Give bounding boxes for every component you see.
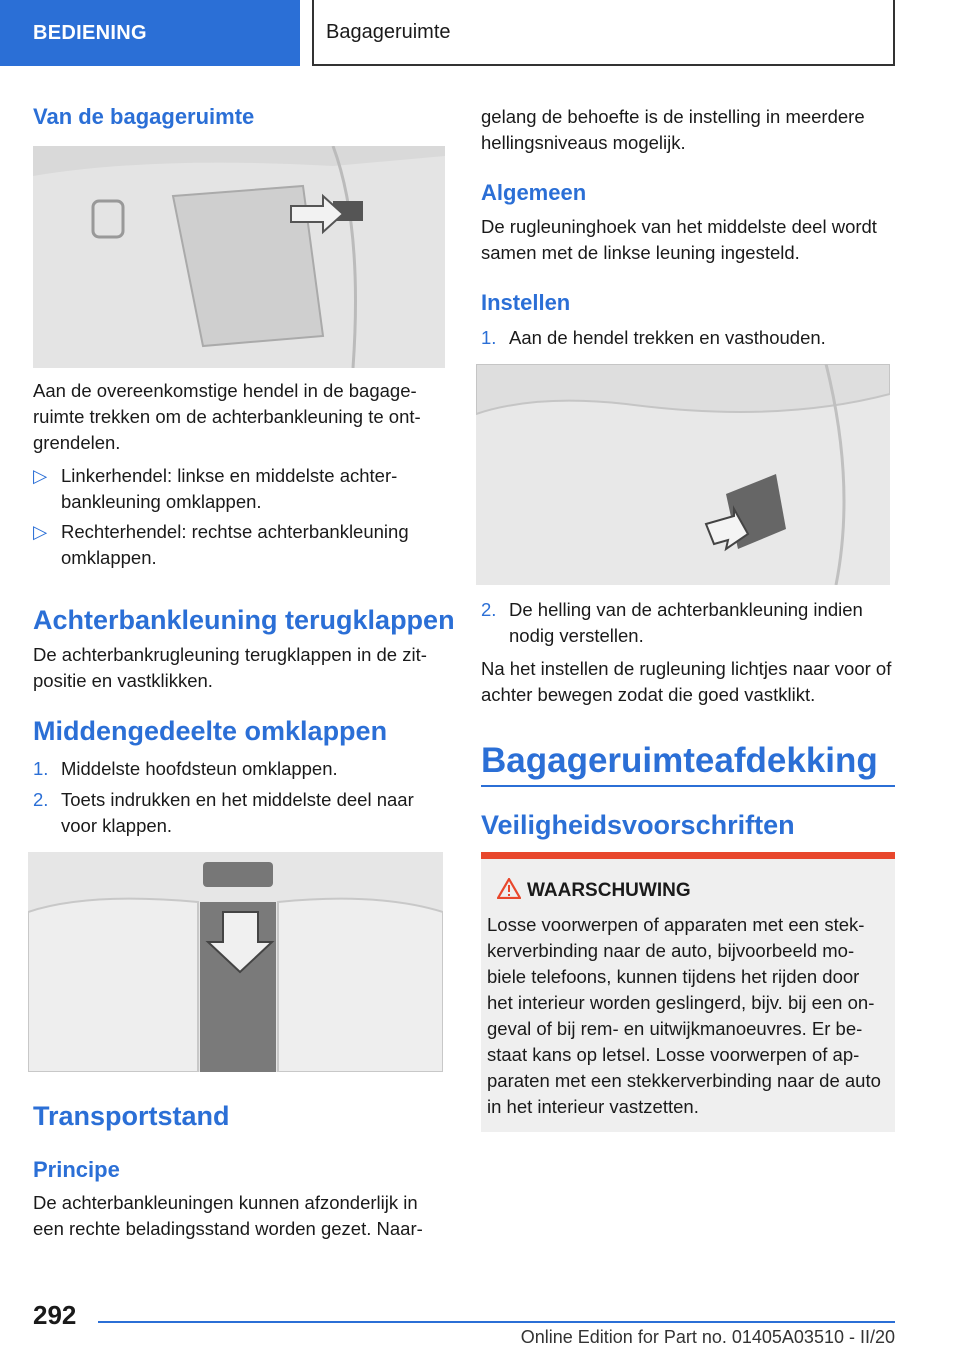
warning-box: [481, 852, 895, 1132]
warning-text: Losse voorwerpen of apparaten met een stek-kerverbinding naar de auto, bijvoorbeeld mo-biele telefoons, kunnen tijdens het rijden door het interieur worden geslingerd, bijv. bij een on-geval of bij rem- en uitwijkmanoeuvres. Er be-staat kans op letsel. Losse voorwerpen of ap-paraten met een stekkerverbinding naar de auto in het interieur vastzetten.: [487, 914, 881, 1117]
triangle-bullet-icon: ▷: [33, 465, 48, 486]
heading-algemeen: Algemeen: [481, 180, 587, 205]
section-tab: [0, 0, 300, 66]
footer-edition: Online Edition for Part no. 01405A03510 - II/20: [520, 1327, 895, 1347]
image-trunk-lever: [33, 146, 445, 368]
list-item: ▷ Linkerhendel: linkse en middelste achter-bankleuning omklappen.: [33, 465, 398, 512]
heading-middengedeelte-omklappen: Middengedeelte omklappen: [33, 716, 388, 746]
heading-bagageruimteafdekking: Bagageruimteafdekking: [481, 741, 878, 780]
list-item: 1. Middelste hoofdsteun omklappen.: [33, 758, 338, 779]
warning-title: WAARSCHUWING: [527, 880, 691, 901]
paragraph-principe: De achterbankleuningen kunnen afzonderlijk in een rechte beladingsstand worden gezet. Naar-: [33, 1192, 423, 1239]
heading-veiligheidsvoorschriften: Veiligheidsvoorschriften: [481, 810, 795, 840]
paragraph-algemeen: De rugleuninghoek van het middelste deel wordt samen met de linkse leuning ingesteld.: [481, 216, 877, 263]
paragraph-terugklappen: De achterbankrugleuning terugklappen in de zit-positie en vastklikken.: [33, 644, 427, 691]
heading-achterbankleuning-terugklappen: Achterbankleuning terugklappen: [33, 605, 455, 635]
heading-underline: [481, 785, 895, 787]
heading-principe: Principe: [33, 1157, 120, 1182]
chapter-header: [312, 0, 895, 66]
trunk-lever-illustration: [33, 146, 445, 368]
backrest-lever-illustration: [476, 364, 890, 585]
list-item: ▷ Rechterhendel: rechtse achterbankleuning omklappen.: [33, 521, 409, 568]
chapter-title: Bagageruimte: [326, 20, 451, 43]
image-backrest-lever: [476, 364, 890, 585]
seat-fold-illustration: [28, 852, 443, 1072]
warning-bar: [481, 852, 895, 859]
heading-instellen: Instellen: [481, 290, 571, 315]
warning-triangle-icon: [497, 878, 521, 899]
section-title: BEDIENING: [33, 21, 147, 44]
list-item: 1. Aan de hendel trekken en vasthouden.: [481, 327, 826, 348]
heading-van-de-bagageruimte: Van de bagageruimte: [33, 104, 255, 129]
paragraph-hendel: Aan de overeenkomstige hendel in de bagage-ruimte trekken om de achterbankleuning te ont-grendelen.: [33, 380, 421, 453]
list-item: 2. Toets indrukken en het middelste deel naar voor klappen.: [33, 789, 414, 836]
paragraph-continuation: gelang de behoefte is de instelling in meerdere hellingsniveaus mogelijk.: [481, 106, 865, 153]
paragraph-na-instellen: Na het instellen de rugleuning lichtjes naar voor of achter bewegen zodat die goed vastklikt.: [481, 658, 892, 705]
heading-transportstand: Transportstand: [33, 1101, 230, 1131]
footer-rule: [98, 1321, 895, 1323]
page-number: 292: [33, 1300, 77, 1330]
list-item: 2. De helling van de achterbankleuning indien nodig verstellen.: [481, 599, 863, 646]
triangle-bullet-icon: ▷: [33, 521, 48, 542]
image-middle-seat-fold: [28, 852, 443, 1072]
